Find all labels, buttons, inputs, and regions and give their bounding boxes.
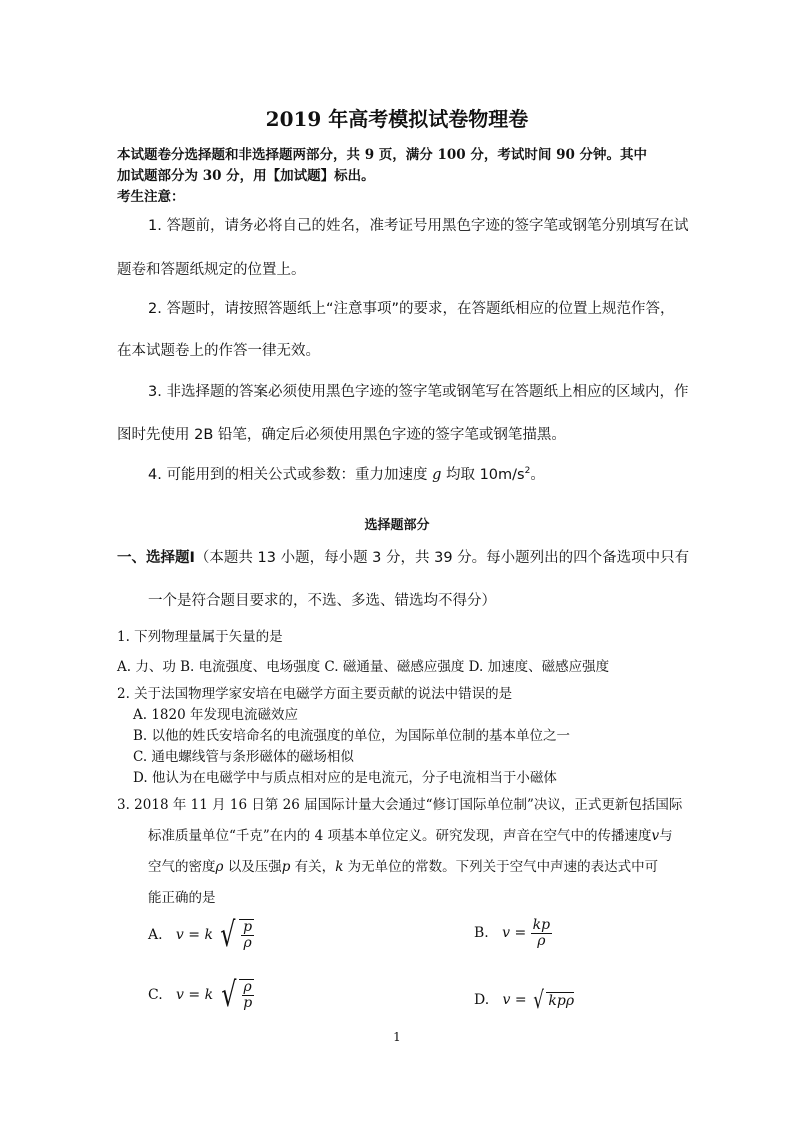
- question-2-option-d: D. 他认为在电磁学中与质点相对应的是电流元，分子电流相当于小磁体: [133, 770, 557, 786]
- note-4-pre: 4. 可能用到的相关公式或参数：重力加速度: [148, 467, 433, 483]
- question-2-option-c: C. 通电螺线管与条形磁体的磁场相似: [133, 749, 354, 765]
- intro-line-2: 加试题部分为 30 分，用【加试题】标出。: [117, 168, 375, 184]
- notice-heading: 考生注意：: [117, 189, 185, 205]
- question-3-line-2-end: 与: [659, 828, 673, 844]
- note-1-line-2: 题卷和答题纸规定的位置上。: [117, 262, 306, 278]
- question-3-line-2-text: 标准质量单位“千克”在内的 4 项基本单位定义。研究发现，声音在空气中的传播速度: [148, 828, 652, 844]
- part1-line-2: 一个是符合题目要求的，不选、多选、错选均不得分）: [148, 593, 496, 609]
- option-a-numerator: p: [243, 919, 253, 936]
- question-3-line-3: [148, 855, 658, 875]
- sqrt-symbol: [218, 975, 255, 1015]
- radical-sign-icon: √: [533, 986, 545, 1014]
- question-3-option-d: [474, 988, 574, 1012]
- question-2-stem: 2. 关于法国物理学家安培在电磁学方面主要贡献的说法中错误的是: [117, 686, 513, 702]
- question-3-line-3-mid: 以及压强: [223, 859, 282, 875]
- part1-label: 一、选择题Ⅰ: [117, 550, 195, 566]
- option-d-label: D.: [474, 992, 490, 1008]
- question-3-option-a: [148, 915, 254, 955]
- option-b-numerator: kp: [532, 917, 551, 933]
- note-2-line-1: 2. 答题时，请按照答题纸上“注意事项”的要求，在答题纸相应的位置上规范作答，: [148, 301, 675, 317]
- question-1-stem: 1. 下列物理量属于矢量的是: [117, 629, 283, 645]
- velocity-symbol: v: [651, 828, 660, 844]
- pressure-symbol: p: [281, 859, 291, 875]
- option-c-denominator: p: [243, 995, 253, 1011]
- question-3-option-b: [474, 918, 552, 948]
- radical-sign-icon: √: [220, 975, 236, 1015]
- question-1-options: A. 力、功 B. 电流强度、电场强度 C. 磁通量、磁感应强度 D. 加速度、磁感应强度: [117, 659, 610, 675]
- note-4-post: 均取 10m/s: [441, 467, 525, 483]
- option-a-denominator: ρ: [243, 935, 252, 951]
- constant-symbol: k: [335, 859, 344, 875]
- note-4: [148, 463, 545, 484]
- question-3-option-c: [148, 975, 254, 1015]
- section-heading: 选择题部分: [364, 518, 430, 533]
- note-1-line-1: 1. 答题前，请务必将自己的姓名，准考证号用黑色字迹的签字笔或钢笔分别填写在试: [148, 218, 689, 234]
- density-symbol: ρ: [215, 859, 224, 875]
- question-3-line-3-text: 空气的密度: [148, 859, 216, 875]
- option-a-lhs: v = k: [175, 927, 213, 943]
- question-2-option-a: A. 1820 年发现电流磁效应: [133, 707, 298, 723]
- option-b-label: B.: [474, 925, 489, 942]
- part1-text: （本题共 13 小题，每小题 3 分，共 39 分。每小题列出的四个备选项中只有: [194, 550, 690, 566]
- note-4-end: 。: [530, 467, 545, 483]
- option-b-lhs: v =: [502, 925, 527, 942]
- question-2-option-b: B. 以他的姓氏安培命名的电流强度的单位，为国际单位制的基本单位之一: [133, 728, 571, 744]
- question-3-line-2: [148, 824, 673, 844]
- question-3-line-3-end: 为无单位的常数。下列关于空气中声速的表达式中可: [343, 859, 659, 875]
- option-b-denominator: ρ: [537, 932, 546, 949]
- note-3-line-1: 3. 非选择题的答案必须使用黑色字迹的签字笔或钢笔写在答题纸上相应的区域内，作: [148, 384, 689, 400]
- option-d-lhs: v =: [502, 992, 527, 1008]
- gravity-symbol: g: [432, 467, 442, 483]
- question-3-line-1: 3. 2018 年 11 月 16 日第 26 届国际计量大会通过“修订国际单位制”决议，正式更新包括国际: [117, 797, 683, 813]
- question-3-line-4: 能正确的是: [148, 890, 216, 906]
- part1-line-1: [117, 546, 689, 567]
- page-number: 1: [393, 1030, 401, 1044]
- option-a-label: A.: [148, 927, 163, 943]
- radical-sign-icon: √: [220, 915, 236, 955]
- option-c-label: C.: [148, 987, 163, 1003]
- sqrt-symbol: [531, 988, 574, 1012]
- question-3-line-3-mid2: 有关，: [290, 859, 336, 875]
- option-d-radicand: kpρ: [548, 992, 575, 1009]
- option-c-lhs: v = k: [176, 987, 214, 1003]
- intro-line-1: 本试题卷分选择题和非选择题两部分，共 9 页，满分 100 分，考试时间 90 分钟。其中: [117, 147, 648, 163]
- option-c-numerator: ρ: [243, 979, 252, 996]
- note-2-line-2: 在本试题卷上的作答一律无效。: [117, 343, 320, 359]
- note-3-line-2: 图时先使用 2B 铅笔，确定后必须使用黑色字迹的签字笔或钢笔描黑。: [117, 427, 566, 443]
- sqrt-symbol: [217, 915, 254, 955]
- note-4-exponent: 2: [524, 466, 531, 477]
- page-title: 2019 年高考模拟试卷物理卷: [265, 107, 529, 131]
